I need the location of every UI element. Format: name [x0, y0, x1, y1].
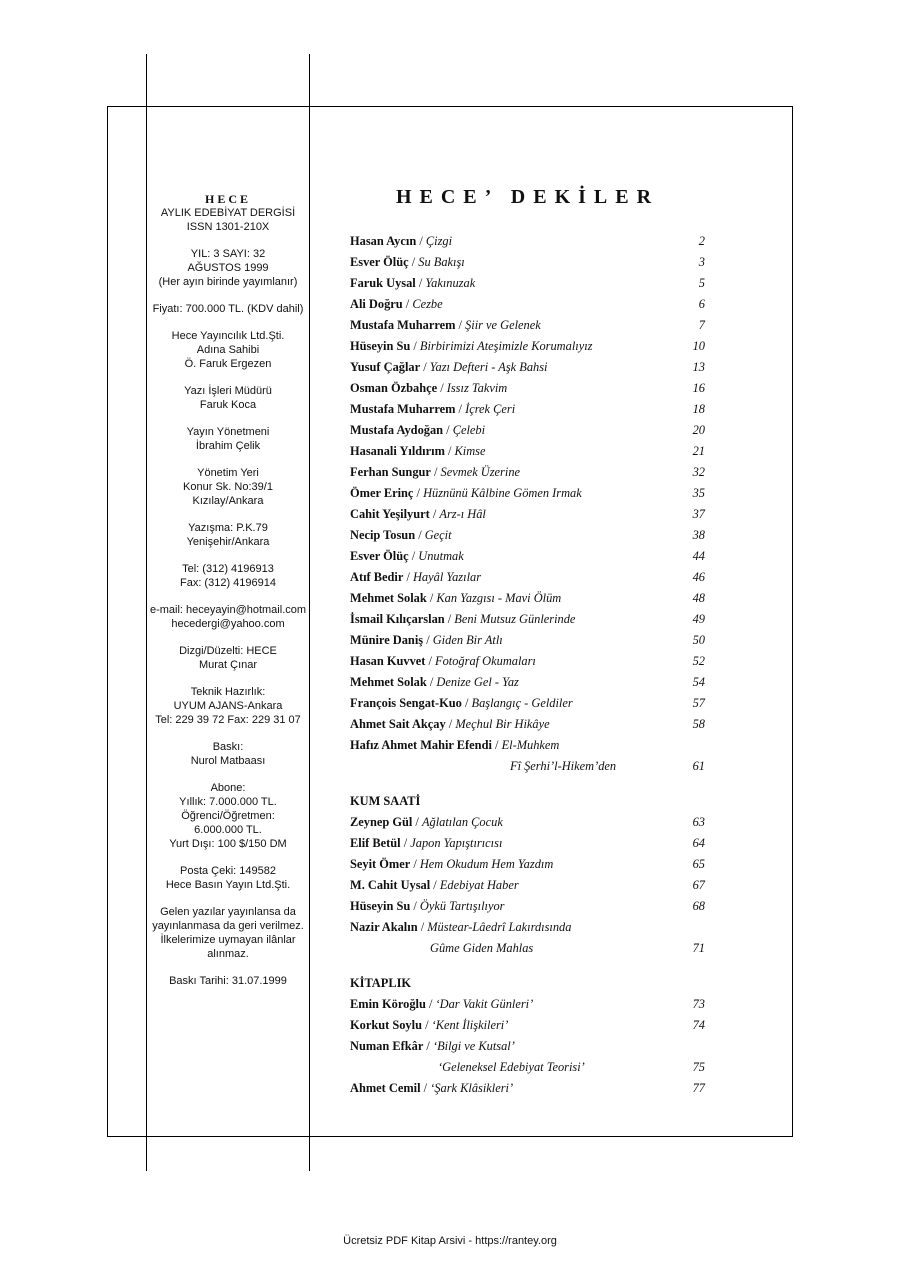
- entry-title: Birbirimizi Ateşimizle Korumalıyız: [419, 339, 593, 353]
- toc-entry: [350, 378, 705, 399]
- entry-page: 57: [692, 696, 705, 710]
- masthead-block: [147, 685, 309, 727]
- entry-page: 35: [692, 486, 705, 500]
- masthead-line: YIL: 3 SAYI: 32: [190, 248, 266, 260]
- entry-separator: /: [403, 570, 413, 584]
- toc-entry: [350, 588, 705, 609]
- entry-page: 10: [692, 339, 705, 353]
- entry-separator: /: [444, 444, 455, 458]
- entry-page: 73: [692, 997, 705, 1011]
- entry-title: Öykü Tartışılıyor: [419, 899, 505, 913]
- entry-separator: /: [421, 1018, 432, 1032]
- entry-author: Hafız Ahmet Mahir Efendi: [350, 738, 492, 752]
- masthead-line: alınmaz.: [207, 948, 249, 960]
- masthead-line: Teknik Hazırlık:: [190, 686, 266, 698]
- masthead-line: Faruk Koca: [199, 399, 257, 411]
- entry-separator: /: [461, 696, 472, 710]
- entry-author: Nazir Akalın: [350, 920, 418, 934]
- entry-author: Osman Özbahçe: [350, 381, 438, 395]
- masthead-block: [147, 521, 309, 549]
- entry-separator: /: [491, 738, 502, 752]
- entry-page: 18: [692, 402, 705, 416]
- toc-entry: [350, 420, 705, 441]
- entry-page: 44: [692, 549, 705, 563]
- entry-title: Çelebi: [452, 423, 486, 437]
- entry-separator: /: [400, 836, 411, 850]
- entry-title: Yazı Defteri - Aşk Bahsi: [429, 360, 548, 374]
- entry-separator: /: [423, 633, 433, 647]
- masthead-line: Öğrenci/Öğretmen:: [181, 810, 275, 822]
- toc-entry-continuation: [350, 938, 705, 959]
- masthead-line: yayınlanmasa da geri verilmez.: [152, 920, 304, 932]
- masthead-line: Adına Sahibi: [196, 344, 260, 356]
- entry-title: Fotoğraf Okumaları: [435, 654, 536, 668]
- entry-author: Hasan Aycın: [350, 234, 417, 248]
- toc-entry: [350, 651, 705, 672]
- entry-page: 65: [692, 857, 705, 871]
- masthead-line: UYUM AJANS-Ankara: [173, 700, 283, 712]
- toc-entry: [350, 1015, 705, 1036]
- entry-page: 37: [692, 507, 705, 521]
- entry-page: 77: [692, 1081, 705, 1095]
- entry-author: Emin Köroğlu: [350, 997, 426, 1011]
- entry-page: 3: [698, 255, 705, 269]
- masthead-line: Tel: 229 39 72 Fax: 229 31 07: [155, 714, 301, 726]
- toc-entry: [350, 546, 705, 567]
- section-heading: KUM SAATİ: [350, 794, 421, 808]
- entry-author: Hüseyin Su: [350, 339, 411, 353]
- entry-title: Çizgi: [425, 234, 453, 248]
- entry-title: Issız Takvim: [446, 381, 508, 395]
- entry-title: Hayâl Yazılar: [412, 570, 482, 584]
- toc-entry: [350, 483, 705, 504]
- entry-title: Geçit: [424, 528, 452, 542]
- toc-entry: [350, 630, 705, 651]
- toc-entry: [350, 294, 705, 315]
- entry-title: Su Bakışı: [418, 255, 465, 269]
- entry-title: Beni Mutsuz Günlerinde: [454, 612, 576, 626]
- masthead-line: Baskı Tarihi: 31.07.1999: [169, 975, 287, 987]
- masthead-line: Tel: (312) 4196913: [182, 563, 274, 575]
- masthead-block: [147, 905, 309, 961]
- entry-title: Meçhul Bir Hikâye: [455, 717, 550, 731]
- frame-left-edge: [107, 106, 108, 1136]
- masthead-block: [147, 329, 309, 371]
- entry-separator: /: [402, 297, 413, 311]
- entry-author: İsmail Kılıçarslan: [350, 612, 445, 626]
- masthead-block: [147, 466, 309, 508]
- entry-author: Mehmet Solak: [350, 675, 427, 689]
- masthead-line: Yönetim Yeri: [197, 467, 259, 479]
- frame-bottom-edge: [107, 1136, 793, 1137]
- masthead-line: hecedergi@yahoo.com: [171, 618, 285, 630]
- toc-entry: [350, 504, 705, 525]
- toc-entry: [350, 896, 705, 917]
- masthead-line: Konur Sk. No:39/1: [183, 481, 273, 493]
- toc-entry-continuation: [350, 1057, 705, 1078]
- masthead-line: Nurol Matbaası: [190, 755, 266, 767]
- entry-author: Hasanali Yıldırım: [350, 444, 445, 458]
- entry-separator: /: [417, 920, 428, 934]
- entry-separator: /: [413, 486, 424, 500]
- toc-entry: [350, 609, 705, 630]
- entry-author: Korkut Soylu: [350, 1018, 422, 1032]
- entry-page: 32: [692, 465, 705, 479]
- masthead-line: 6.000.000 TL.: [194, 824, 262, 836]
- entry-separator: /: [444, 612, 455, 626]
- entry-page: 75: [692, 1060, 705, 1074]
- entry-separator: /: [437, 381, 447, 395]
- entry-page: 52: [692, 654, 705, 668]
- masthead-line: AYLIK EDEBİYAT DERGİSİ: [160, 207, 296, 219]
- entry-title: Arz-ı Hâl: [439, 507, 486, 521]
- entry-author: M. Cahit Uysal: [350, 878, 431, 892]
- entry-page: 7: [698, 318, 705, 332]
- entry-page: 68: [692, 899, 705, 913]
- entry-title: ‘Şark Klâsikleri’: [430, 1081, 514, 1095]
- masthead-line: Fax: (312) 4196914: [179, 577, 276, 589]
- entry-page: 54: [692, 675, 705, 689]
- frame-top-edge: [107, 106, 793, 107]
- entry-page: 58: [692, 717, 705, 731]
- entry-title: Edebiyat Haber: [439, 878, 519, 892]
- entry-author: François Sengat-Kuo: [350, 696, 462, 710]
- entry-title: Unutmak: [418, 549, 464, 563]
- toc-entry-continuation: [350, 756, 705, 777]
- entry-page: 16: [692, 381, 705, 395]
- toc-entry: [350, 252, 705, 273]
- masthead-block: [147, 781, 309, 851]
- masthead-block: [147, 974, 309, 988]
- toc-entry: [350, 917, 705, 938]
- masthead-line: AĞUSTOS 1999: [187, 262, 269, 274]
- entry-page: 46: [692, 570, 705, 584]
- column-divider-line: [309, 54, 310, 1171]
- entry-page: 50: [692, 633, 705, 647]
- masthead-line: Yenişehir/Ankara: [186, 536, 270, 548]
- toc-entry: [350, 672, 705, 693]
- entry-author: Mustafa Muharrem: [350, 402, 456, 416]
- section-heading: KİTAPLIK: [350, 976, 412, 990]
- toc-entry: [350, 714, 705, 735]
- entry-separator: /: [423, 1039, 433, 1053]
- toc-entry: [350, 441, 705, 462]
- entry-page: 20: [692, 423, 705, 437]
- masthead-block: [147, 247, 309, 289]
- entry-title: El-Muhkem: [501, 738, 560, 752]
- masthead-line: Baskı:: [212, 741, 244, 753]
- entry-separator: /: [415, 276, 426, 290]
- entry-separator: /: [425, 997, 436, 1011]
- entry-author: Cahit Yeşilyurt: [350, 507, 430, 521]
- entry-separator: /: [408, 549, 419, 563]
- toc-entry: [350, 462, 705, 483]
- frame-right-edge: [792, 106, 793, 1136]
- toc-entry: [350, 273, 705, 294]
- entry-title: Kan Yazgısı - Mavi Ölüm: [436, 591, 562, 605]
- masthead-block: [147, 562, 309, 590]
- masthead-line: Gelen yazılar yayınlansa da: [160, 906, 296, 918]
- masthead-block: [147, 192, 309, 234]
- masthead-line: Murat Çınar: [198, 659, 258, 671]
- entry-separator: /: [426, 591, 437, 605]
- entry-title: Şiir ve Gelenek: [465, 318, 541, 332]
- masthead-line: e-mail: heceyayin@hotmail.com: [149, 604, 307, 616]
- toc-sections: [350, 791, 705, 1099]
- entry-page: 71: [692, 941, 705, 955]
- entry-author: Mustafa Muharrem: [350, 318, 456, 332]
- entry-title-continuation: Fî Şerhi’l-Hikem’den: [510, 759, 617, 773]
- entry-page: 6: [698, 297, 705, 311]
- entry-title: Giden Bir Atlı: [432, 633, 503, 647]
- entry-author: Hasan Kuvvet: [350, 654, 426, 668]
- entry-separator: /: [429, 507, 440, 521]
- entry-page: 13: [692, 360, 705, 374]
- toc-title: HECE’ DEKİLER: [395, 186, 660, 208]
- toc-entry: [350, 315, 705, 336]
- entry-page: 48: [692, 591, 705, 605]
- entry-page: 38: [692, 528, 705, 542]
- entry-title: ‘Dar Vakit Günleri’: [435, 997, 534, 1011]
- toc-main-list: [350, 231, 705, 777]
- entry-separator: /: [415, 528, 425, 542]
- masthead-line: Fiyatı: 700.000 TL. (KDV dahil): [152, 303, 304, 315]
- entry-separator: /: [412, 815, 422, 829]
- entry-author: Numan Efkâr: [350, 1039, 424, 1053]
- magazine-name: HECE: [204, 192, 251, 206]
- masthead-line: Yazı İşleri Müdürü: [184, 385, 272, 397]
- masthead-column: [147, 192, 309, 1001]
- toc-entry: [350, 693, 705, 714]
- entry-title: Hem Okudum Hem Yazdım: [419, 857, 554, 871]
- masthead-line: Kızılay/Ankara: [192, 495, 264, 507]
- entry-separator: /: [425, 654, 436, 668]
- entry-author: Atıf Bedir: [350, 570, 404, 584]
- toc-entry: [350, 735, 705, 756]
- entry-author: Zeynep Gül: [350, 815, 413, 829]
- entry-author: Mehmet Solak: [350, 591, 427, 605]
- entry-page: 49: [692, 612, 705, 626]
- entry-author: Esver Ölüç: [350, 255, 409, 269]
- entry-author: Ali Doğru: [350, 297, 403, 311]
- entry-page: 64: [692, 836, 705, 850]
- masthead-block: [147, 302, 309, 316]
- toc-entry: [350, 567, 705, 588]
- masthead-line: Hece Basın Yayın Ltd.Şti.: [165, 879, 291, 891]
- toc-entry: [350, 875, 705, 896]
- toc-entry: [350, 812, 705, 833]
- entry-title: Müstear-Lâedrî Lakırdısında: [427, 920, 572, 934]
- masthead-line: Hece Yayıncılık Ltd.Şti.: [171, 330, 285, 342]
- entry-title: Cezbe: [412, 297, 443, 311]
- entry-separator: /: [455, 318, 466, 332]
- entry-author: Seyit Ömer: [350, 857, 411, 871]
- entry-page: 2: [698, 234, 705, 248]
- entry-author: Yusuf Çağlar: [350, 360, 421, 374]
- masthead-line: Ö. Faruk Ergezen: [184, 358, 272, 370]
- toc-entry: [350, 1036, 705, 1057]
- masthead-line: ISSN 1301-210X: [186, 221, 270, 233]
- entry-page: 5: [698, 276, 705, 290]
- entry-author: Elif Betül: [350, 836, 401, 850]
- masthead-block: [147, 864, 309, 892]
- masthead-line: Yazışma: P.K.79: [188, 522, 268, 534]
- entry-separator: /: [426, 675, 437, 689]
- toc-entry: [350, 336, 705, 357]
- entry-page: 63: [692, 815, 705, 829]
- entry-separator: /: [410, 899, 420, 913]
- entry-title: İçrek Çeri: [465, 402, 516, 416]
- masthead-line: Yayın Yönetmeni: [186, 426, 270, 438]
- entry-author: Ahmet Cemil: [350, 1081, 421, 1095]
- entry-title: Kimse: [454, 444, 486, 458]
- entry-author: Faruk Uysal: [350, 276, 416, 290]
- toc-entry: [350, 399, 705, 420]
- entry-title: Ağlatılan Çocuk: [421, 815, 503, 829]
- entry-separator: /: [416, 234, 426, 248]
- masthead-line: Dizgi/Düzelti: HECE: [179, 645, 277, 657]
- entry-page: 61: [692, 759, 705, 773]
- entry-separator: /: [430, 465, 441, 479]
- entry-separator: /: [430, 878, 440, 892]
- entry-author: Ahmet Sait Akçay: [350, 717, 446, 731]
- toc-entry: [350, 357, 705, 378]
- entry-title: Yakınuzak: [425, 276, 476, 290]
- entry-author: Hüseyin Su: [350, 899, 411, 913]
- masthead-block: [147, 384, 309, 412]
- masthead-line: Abone:: [210, 782, 246, 794]
- masthead-line: Posta Çeki: 149582: [179, 865, 276, 877]
- entry-separator: /: [420, 360, 430, 374]
- entry-separator: /: [455, 402, 466, 416]
- entry-title: ‘Bilgi ve Kutsal’: [432, 1039, 515, 1053]
- entry-title: Başlangıç - Geldiler: [471, 696, 573, 710]
- footer-text: Ücretsiz PDF Kitap Arsivi - https://rantey.org: [343, 1235, 557, 1247]
- entry-author: Esver Ölüç: [350, 549, 409, 563]
- entry-separator: /: [410, 339, 420, 353]
- entry-title: Sevmek Üzerine: [440, 465, 521, 479]
- toc-entry: [350, 833, 705, 854]
- entry-title: Japon Yapıştırıcısı: [410, 836, 503, 850]
- entry-author: Necip Tosun: [350, 528, 416, 542]
- masthead-line: Yurt Dışı: 100 $/150 DM: [169, 838, 287, 850]
- entry-separator: /: [443, 423, 453, 437]
- entry-title: Denize Gel - Yaz: [436, 675, 519, 689]
- entry-author: Ferhan Sungur: [350, 465, 431, 479]
- toc-entry: [350, 525, 705, 546]
- entry-author: Mustafa Aydoğan: [350, 423, 444, 437]
- masthead-block: [147, 425, 309, 453]
- table-of-contents: [350, 186, 705, 1099]
- entry-page: 21: [692, 444, 705, 458]
- masthead-block: [147, 644, 309, 672]
- entry-page: 74: [692, 1018, 705, 1032]
- entry-title: ‘Kent İlişkileri’: [431, 1018, 509, 1032]
- entry-separator: /: [420, 1081, 431, 1095]
- masthead-line: İlkelerimize uymayan ilânlar: [160, 934, 296, 946]
- entry-page: 67: [692, 878, 705, 892]
- toc-entry: [350, 231, 705, 252]
- masthead-line: Yıllık: 7.000.000 TL.: [179, 796, 277, 808]
- entry-title-continuation: Gûme Giden Mahlas: [430, 941, 534, 955]
- entry-title: Hüznünü Kâlbine Gömen Irmak: [423, 486, 582, 500]
- toc-entry: [350, 994, 705, 1015]
- entry-separator: /: [408, 255, 419, 269]
- entry-author: Münire Daniş: [350, 633, 424, 647]
- masthead-line: (Her ayın birinde yayımlanır): [158, 276, 298, 288]
- toc-entry: [350, 854, 705, 875]
- entry-author: Ömer Erinç: [350, 486, 414, 500]
- toc-entry: [350, 1078, 705, 1099]
- entry-title-continuation: ‘Geleneksel Edebiyat Teorisi’: [438, 1060, 585, 1074]
- masthead-block: [147, 603, 309, 631]
- entry-separator: /: [410, 857, 420, 871]
- entry-separator: /: [445, 717, 456, 731]
- masthead-block: [147, 740, 309, 768]
- masthead-line: İbrahim Çelik: [195, 440, 261, 452]
